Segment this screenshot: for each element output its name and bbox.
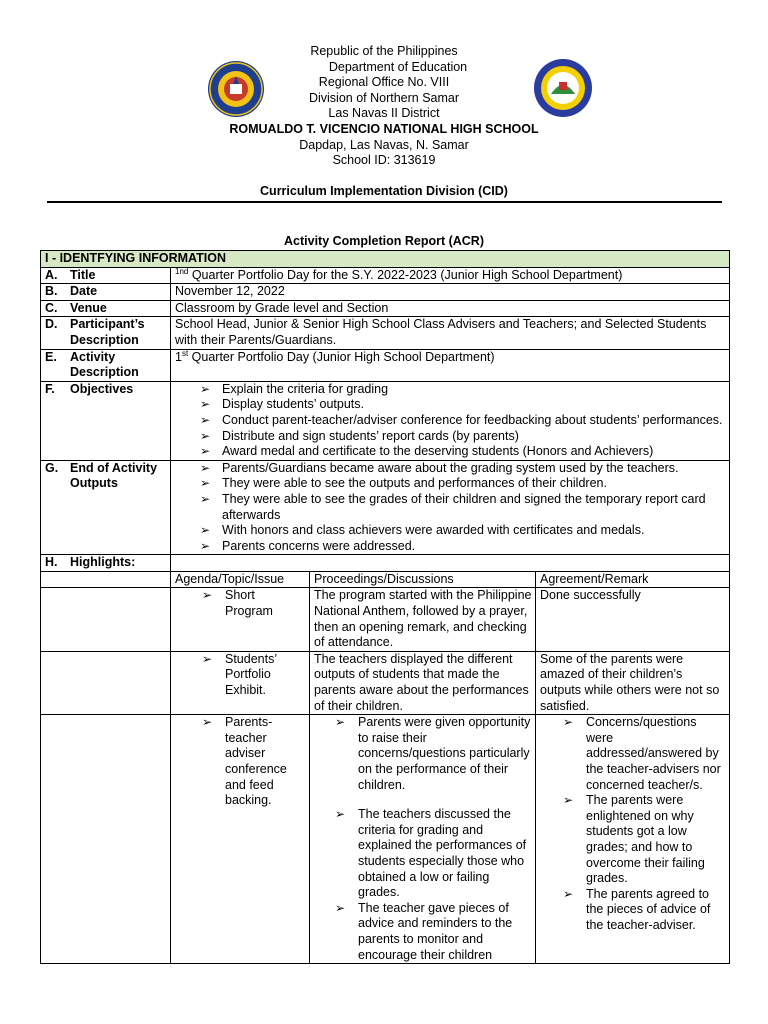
highlights-header-row <box>41 571 730 588</box>
arrow-bullet-icon: ➢ <box>200 538 211 553</box>
section-header-row <box>41 251 730 268</box>
date-row <box>41 284 730 301</box>
participants-value: School Head, Junior & Senior High School Class Advisers and Teachers; and Selected Students with their Parents/Guardians. <box>171 317 730 349</box>
arrow-bullet-icon: ➢ <box>200 412 211 427</box>
header-line-division: Division of Northern Samar <box>308 90 460 105</box>
header-line-district: Las Navas II District <box>328 106 440 121</box>
arrow-bullet-icon: ➢ <box>200 491 211 506</box>
section-identifying-information: I - IDENTFYING INFORMATION <box>41 251 730 268</box>
list-item: ➢ The parents were enlightened on why students got a low grades; and how to overcome their failing grades. <box>563 793 705 886</box>
list-item: ➢ Parents were given opportunity to raise their concerns/questions particularly on the performance of their children. <box>335 715 531 792</box>
arrow-bullet-icon: ➢ <box>335 807 346 822</box>
list-item: ➢ The teachers discussed the criteria for grading and explained the performances of students especially those who obtained a low or failing grades. <box>335 807 527 900</box>
arrow-bullet-icon: ➢ <box>202 651 213 666</box>
proceedings-cell: The program started with the Philippine National Anthem, followed by a prayer, then an opening remark, and checking of attendance. <box>310 588 536 651</box>
list-item: ➢ The teacher gave pieces of advice and reminders to the parents to monitor and encourage their children <box>335 900 513 962</box>
agenda-cell <box>171 588 310 651</box>
highlights-label: Highlights: <box>70 555 136 570</box>
activity-row <box>41 349 730 381</box>
venue-row <box>41 300 730 317</box>
outputs-label: End of Activity Outputs <box>70 460 158 491</box>
letterhead <box>0 44 768 169</box>
arrow-bullet-icon: ➢ <box>563 886 574 901</box>
venue-value: Classroom by Grade level and Section <box>171 300 730 317</box>
title-text: Quarter Portfolio Day for the S.Y. 2022-2023 (Junior High School Department) <box>188 267 623 282</box>
date-label: Date <box>70 284 98 299</box>
list-item: ➢ Conduct parent-teacher/adviser conference for feedbacking about students’ performances. <box>200 412 723 427</box>
arrow-bullet-icon: ➢ <box>335 715 346 730</box>
list-item: ➢ Parents-teacher adviser conference and feed backing. <box>202 715 287 808</box>
list-item: ➢ Short Program <box>202 588 273 619</box>
date-key: B. <box>45 284 58 299</box>
header-line-region: Regional Office No. VIII <box>318 75 450 90</box>
table-row <box>41 588 730 651</box>
list-item: ➢ Parents concerns were addressed. <box>200 538 416 553</box>
arrow-bullet-icon: ➢ <box>202 588 213 603</box>
arrow-bullet-icon: ➢ <box>202 715 213 730</box>
list-item: ➢ Parents/Guardians became aware about the grading system used by the teachers. <box>200 460 679 475</box>
agreement-cell: Some of the parents were amazed of their children’s outputs while others were not so satisfied. <box>536 651 730 714</box>
objectives-label: Objectives <box>70 381 134 396</box>
arrow-bullet-icon: ➢ <box>200 523 211 538</box>
outputs-row <box>41 460 730 555</box>
header-line-country: Republic of the Philippines <box>310 44 458 58</box>
list-item: ➢ They were able to see the grades of their children and signed the temporary report card afterwards <box>200 491 706 522</box>
arrow-bullet-icon: ➢ <box>200 428 211 443</box>
report-title: Activity Completion Report (ACR) <box>284 234 484 248</box>
activity-prefix: 1 <box>175 349 182 364</box>
highlights-key: H. <box>45 555 58 570</box>
participants-label: Participant’s Description <box>70 317 145 347</box>
activity-text: Quarter Portfolio Day (Junior High School Department) <box>188 349 495 364</box>
objectives-value <box>171 381 730 460</box>
arrow-bullet-icon: ➢ <box>563 793 574 808</box>
list-item: ➢ Explain the criteria for grading <box>200 381 389 396</box>
division-title: Curriculum Implementation Division (CID) <box>260 184 508 198</box>
outputs-list <box>175 461 726 555</box>
list-item: ➢ The parents agreed to the pieces of advice of the teacher-adviser. <box>563 886 711 932</box>
column-header-proceedings: Proceedings/Discussions <box>310 571 536 588</box>
school-name: ROMUALDO T. VICENCIO NATIONAL HIGH SCHOOL <box>229 121 539 136</box>
venue-key: C. <box>45 300 58 315</box>
school-address: Dapdap, Las Navas, N. Samar <box>299 137 469 152</box>
objectives-key: F. <box>45 381 55 396</box>
acr-table <box>40 250 730 964</box>
activity-key: E. <box>45 349 57 364</box>
header-divider <box>47 201 722 203</box>
proceedings-cell: The teachers displayed the different outputs of students that made the parents aware about the performances of their children. <box>310 651 536 714</box>
activity-value <box>171 349 730 381</box>
list-item: ➢ Award medal and certificate to the deserving students (Honors and Achievers) <box>200 444 654 459</box>
table-row <box>41 715 730 964</box>
venue-label: Venue <box>70 300 107 315</box>
arrow-bullet-icon: ➢ <box>563 715 574 730</box>
objectives-row <box>41 381 730 460</box>
agenda-cell <box>171 651 310 714</box>
title-label: Title <box>70 267 96 282</box>
arrow-bullet-icon: ➢ <box>200 476 211 491</box>
arrow-bullet-icon: ➢ <box>335 900 346 915</box>
school-id: School ID: 313619 <box>332 153 436 168</box>
date-value: November 12, 2022 <box>171 284 730 301</box>
title-row <box>41 267 730 284</box>
participants-key: D. <box>45 317 58 332</box>
agreement-cell <box>536 715 730 964</box>
title-key: A. <box>45 267 58 282</box>
agreement-cell: Done successfully <box>536 588 730 651</box>
list-item: ➢ Display students’ outputs. <box>200 397 364 412</box>
arrow-bullet-icon: ➢ <box>200 460 211 475</box>
agenda-cell <box>171 715 310 964</box>
list-item: ➢ They were able to see the outputs and performances of their children. <box>200 476 607 491</box>
list-item: ➢ Concerns/questions were addressed/answered by the teacher-advisers nor concerned teacher/s. <box>563 715 721 792</box>
outputs-value <box>171 460 730 555</box>
table-row <box>41 651 730 714</box>
header-line-department: Department of Education <box>328 59 468 74</box>
column-header-agenda: Agenda/Topic/Issue <box>171 571 310 588</box>
arrow-bullet-icon: ➢ <box>200 397 211 412</box>
column-header-agreement: Agreement/Remark <box>536 571 730 588</box>
arrow-bullet-icon: ➢ <box>200 381 211 396</box>
title-value <box>171 267 730 284</box>
objectives-list <box>175 382 726 460</box>
list-item: ➢ Students’ Portfolio Exhibit. <box>202 651 277 698</box>
outputs-key: G. <box>45 460 59 475</box>
list-item: ➢ With honors and class achievers were awarded with certificates and medals. <box>200 523 645 538</box>
list-item: ➢ Distribute and sign students’ report cards (by parents) <box>200 428 519 443</box>
arrow-bullet-icon: ➢ <box>200 444 211 459</box>
title-ordinal: 1nd <box>175 266 189 276</box>
participants-row <box>41 317 730 349</box>
highlights-row <box>41 555 730 572</box>
activity-label: Activity Description <box>70 349 139 380</box>
proceedings-cell <box>310 715 536 964</box>
activity-ordinal: st <box>181 348 189 358</box>
